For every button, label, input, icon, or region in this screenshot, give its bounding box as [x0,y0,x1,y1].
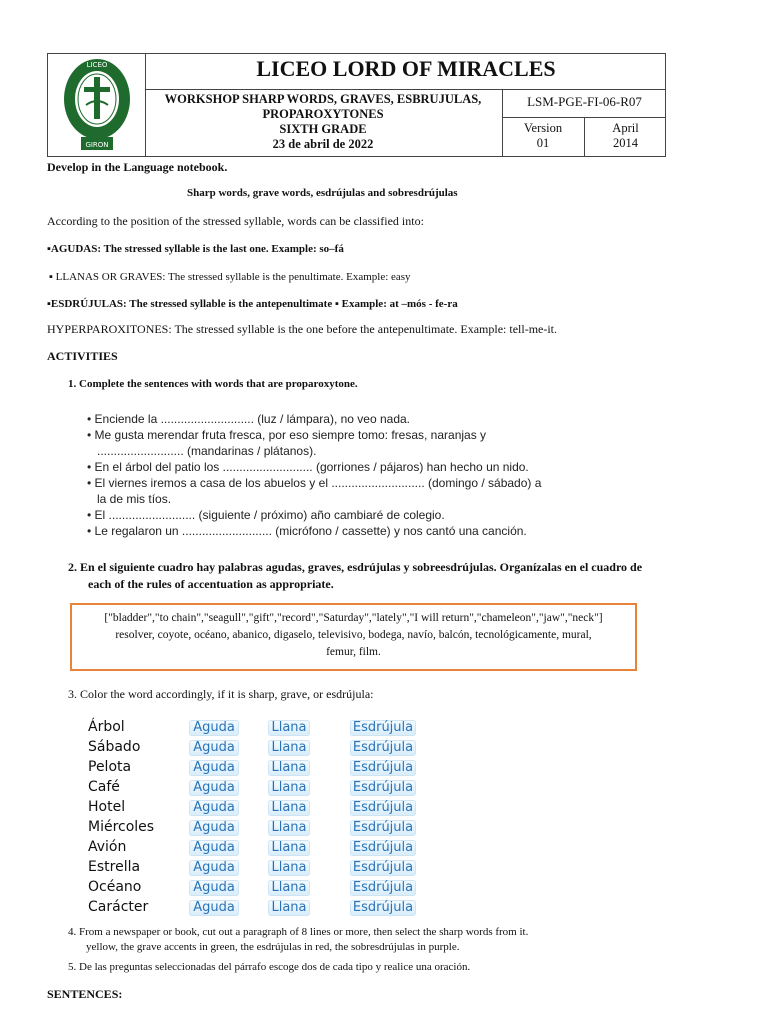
classify-word: Pelota [88,759,132,775]
option-esdrujula-button[interactable]: Esdrújula [350,860,416,876]
question-2: 2. En el siguiente cuadro hay palabras agudas, graves, esdrújulas y sobreesdrújulas. Organízalas en el cuadro de each of the rules of accentuation as appropriate. [68,560,643,591]
option-llana-button[interactable]: Llana [268,760,310,776]
sentence-line: • En el árbol del patio los ........................... (gorriones / pájaros) han hecho un nido. [87,460,529,474]
option-llana-button[interactable]: Llana [268,840,310,856]
option-esdrujula-button[interactable]: Esdrújula [350,740,416,756]
llanas-rule: ▪ LLANAS OR GRAVES: The stressed syllable is the penultimate. Example: easy [49,271,411,283]
section-heading: Sharp words, grave words, esdrújulas and sobresdrújulas [187,187,458,199]
word-bank-line: resolver, coyote, océano, abanico, digaselo, televisivo, bodega, navío, balcón, tecnológicamente, mural, [115,629,592,641]
classify-word: Miércoles [88,819,155,835]
option-aguda-button[interactable]: Aguda [189,900,239,916]
option-aguda-button[interactable]: Aguda [189,720,239,736]
classify-word: Océano [88,879,142,895]
option-esdrujula-button[interactable]: Esdrújula [350,800,416,816]
school-seal-logo [62,57,132,152]
option-llana-button[interactable]: Llana [268,900,310,916]
agudas-rule: ▪AGUDAS: The stressed syllable is the last one. Example: so–fá [47,243,344,255]
esdrujulas-rule: ▪ESDRÚJULAS: The stressed syllable is the antepenultimate ▪ Example: at –mós - fe-ra [47,298,458,310]
sentence-line: .......................... (mandarinas / plátanos). [87,444,317,458]
option-llana-button[interactable]: Llana [268,880,310,896]
option-aguda-button[interactable]: Aguda [189,760,239,776]
option-esdrujula-button[interactable]: Esdrújula [350,840,416,856]
option-esdrujula-button[interactable]: Esdrújula [350,760,416,776]
svg-text:LICEO: LICEO [86,61,108,69]
activities-title: ACTIVITIES [47,349,118,363]
document-header [47,53,666,157]
classify-word: Avión [88,839,127,855]
option-llana-button[interactable]: Llana [268,860,310,876]
word-bank-box [70,603,637,671]
question-3: 3. Color the word accordingly, if it is sharp, grave, or esdrújula: [68,687,374,701]
classify-word: Árbol [88,719,125,735]
instruction-text: Develop in the Language notebook. [47,160,228,174]
sentence-line: • Enciende la ............................ (luz / lámpara), no veo nada. [87,412,411,426]
sentence-line: • Me gusta merendar fruta fresca, por eso siempre tomo: fresas, naranjas y [87,428,487,442]
option-llana-button[interactable]: Llana [268,780,310,796]
classify-word: Estrella [88,859,141,875]
sentence-line: • El .......................... (siguiente / próximo) año cambiaré de colegio. [87,508,445,522]
option-esdrujula-button[interactable]: Esdrújula [350,880,416,896]
option-esdrujula-button[interactable]: Esdrújula [350,900,416,916]
option-esdrujula-button[interactable]: Esdrújula [350,780,416,796]
option-llana-button[interactable]: Llana [268,800,310,816]
classify-word: Sábado [88,739,141,755]
option-esdrujula-button[interactable]: Esdrújula [350,820,416,836]
option-llana-button[interactable]: Llana [268,740,310,756]
version-cell: Version 01 [523,121,563,150]
option-aguda-button[interactable]: Aguda [189,780,239,796]
document-code: LSM-PGE-FI-06-R07 [527,94,642,109]
workshop-title: WORKSHOP SHARP WORDS, GRAVES, ESBRUJULAS, PROPAROXYTONES SIXTH GRADE 23 de abril de 2022 [164,92,482,151]
classification-text: According to the position of the stressed syllable, words can be classified into: [47,214,424,228]
sentence-line: • El viernes iremos a casa de los abuelos y el ............................ (domingo / sábado) a [87,476,542,490]
sentence-line: • Le regalaron un ........................... (micrófono / cassette) y nos cantó una canción. [87,524,527,538]
word-bank-line: ["bladder","to chain","seagull","gift","record","Saturday","lately","I will return","chameleon","jaw","neck"] [104,612,603,624]
question-1: 1. Complete the sentences with words that are proparoxytone. [68,378,358,390]
sentence-line: la de mis tíos. [87,492,172,506]
option-llana-button[interactable]: Llana [268,720,310,736]
question-5: 5. De las preguntas seleccionadas del párrafo escoge dos de cada tipo y realice una oración. [68,961,471,973]
sentences-heading: SENTENCES: [47,987,123,1001]
classify-word: Café [88,779,120,795]
school-name: LICEO LORD OF MIRACLES [256,56,556,81]
classify-word: Carácter [88,899,149,915]
option-aguda-button[interactable]: Aguda [189,840,239,856]
option-esdrujula-button[interactable]: Esdrújula [350,720,416,736]
word-bank-line: femur, film. [326,646,381,658]
svg-text:GIRON: GIRON [85,141,109,149]
date-cell: April 2014 [612,121,639,150]
option-aguda-button[interactable]: Aguda [189,880,239,896]
option-aguda-button[interactable]: Aguda [189,740,239,756]
option-aguda-button[interactable]: Aguda [189,860,239,876]
classify-word: Hotel [88,799,126,815]
hyper-rule: HYPERPAROXITONES: The stressed syllable is the one before the antepenultimate. Example: tell-me-it. [47,322,558,336]
option-aguda-button[interactable]: Aguda [189,820,239,836]
question-4: 4. From a newspaper or book, cut out a paragraph of 8 lines or more, then select the sharp words from it. yellow, the grave accents in green, the esdrújulas in red, the sobresdrújulas in purple. [68,926,529,953]
option-aguda-button[interactable]: Aguda [189,800,239,816]
option-llana-button[interactable]: Llana [268,820,310,836]
